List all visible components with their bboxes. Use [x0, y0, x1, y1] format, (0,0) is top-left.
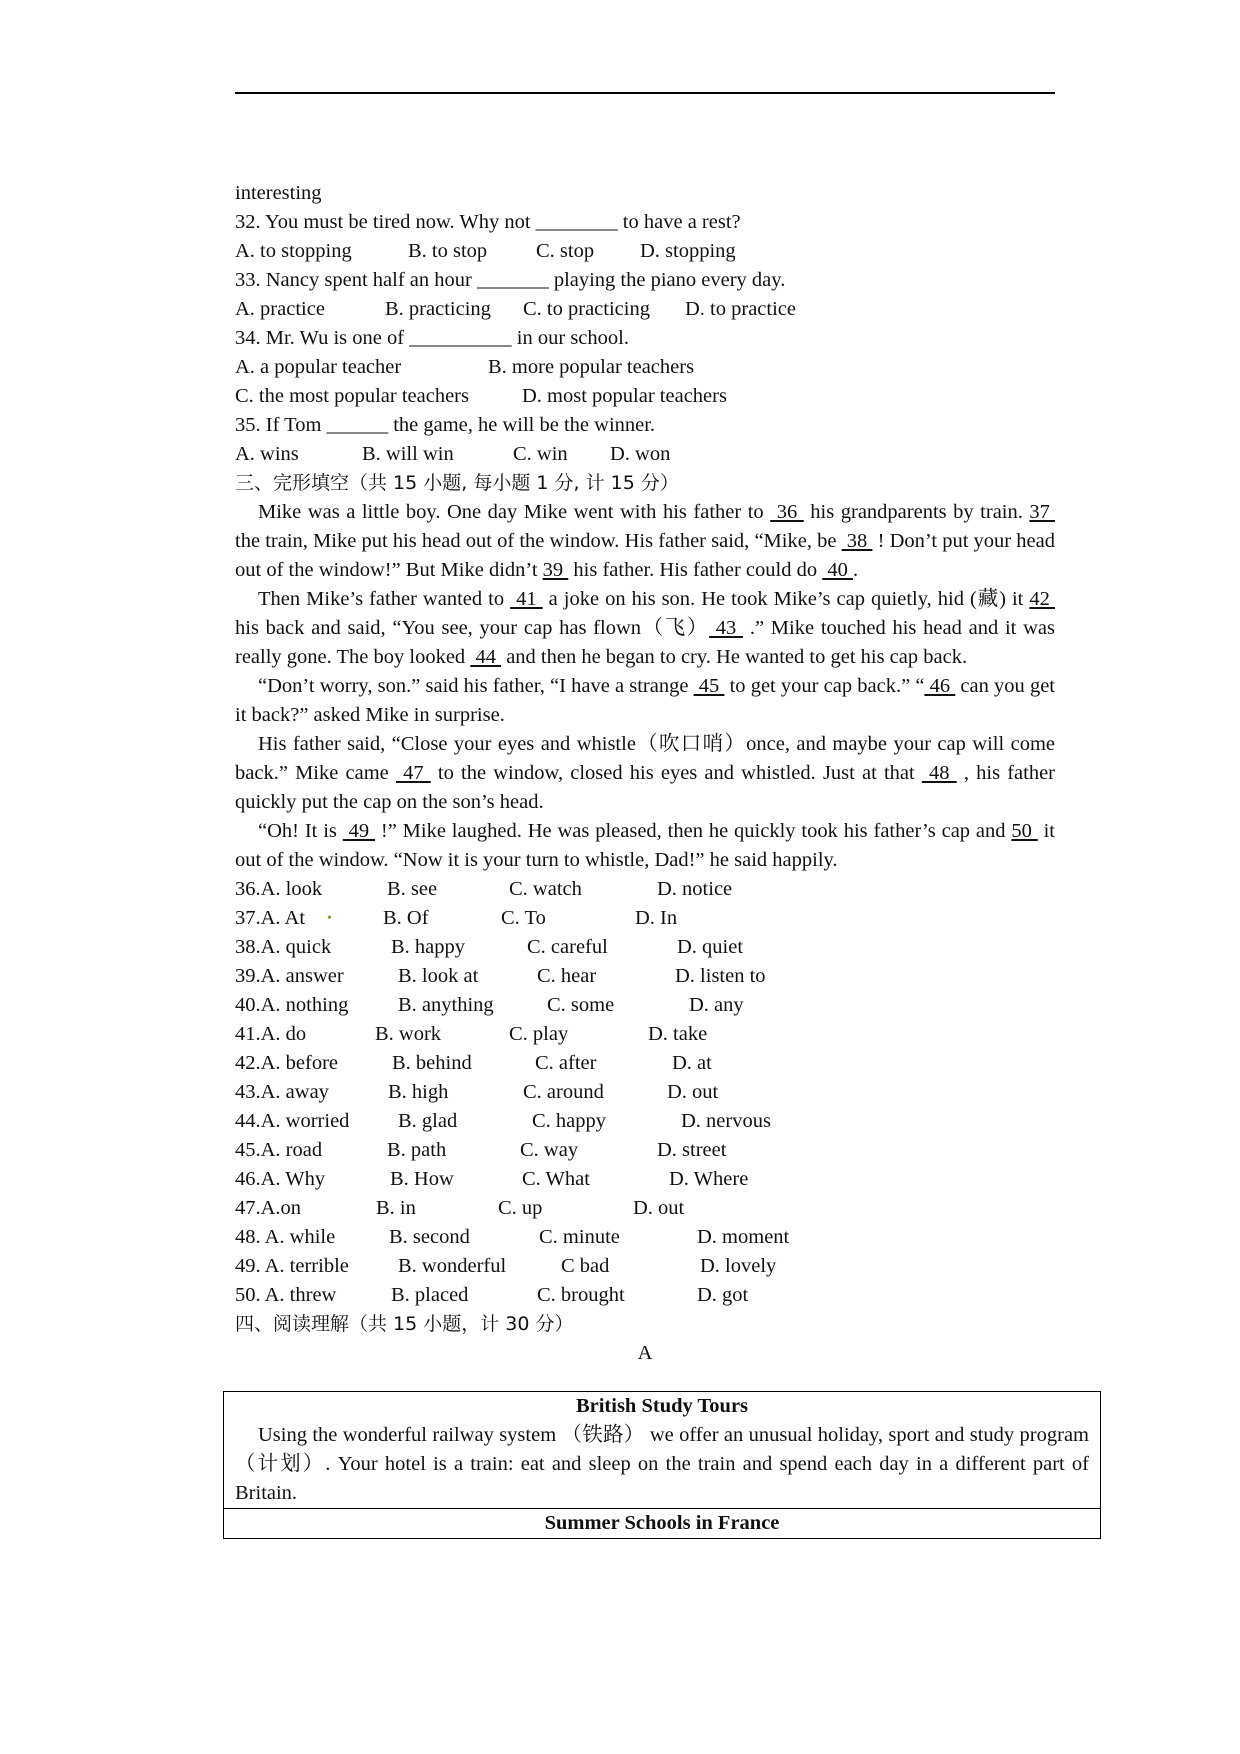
cloze-paragraph-4 — [235, 730, 1055, 817]
table-title-british-study-tours: British Study Tours — [575, 1395, 749, 1417]
option: B. Of — [383, 907, 429, 929]
option: A. wins — [235, 443, 299, 465]
option: A. practice — [235, 298, 325, 320]
text: Mike was a little boy. One day Mike went with his father to — [258, 501, 771, 523]
option: B. practicing — [385, 298, 491, 320]
text: it out of the window. “Now it is your turn to whistle, Dad!” he said happily. — [235, 820, 1056, 871]
cloze-paragraph-5 — [235, 817, 1055, 875]
options-37 — [235, 904, 1055, 933]
options-33 — [235, 295, 1055, 324]
blank-38: 38 — [841, 530, 873, 552]
question-33: 33. Nancy spent half an hour _______ playing the piano every day. — [235, 269, 786, 291]
options-49 — [235, 1252, 1055, 1281]
table-body-british-study-tours: Using the wonderful railway system （铁路） we offer an unusual holiday, sport and study program （计划）. Your hotel is a train: eat and sleep on the train and spend each day in a different part of Britain. — [235, 1424, 1089, 1504]
option: C. the most popular teachers — [235, 385, 469, 407]
option: 41.A. do — [235, 1023, 307, 1045]
blank-48: 48 — [921, 762, 957, 784]
option: C. some — [547, 994, 615, 1016]
options-50 — [235, 1281, 1055, 1310]
cloze-paragraph-2 — [235, 585, 1055, 672]
option: C. brought — [537, 1284, 625, 1306]
option: B. will win — [362, 443, 454, 465]
option: C bad — [561, 1255, 610, 1277]
table-title-summer-schools: Summer Schools in France — [224, 1508, 1100, 1538]
text: to get your cap back.” “ — [724, 675, 925, 697]
option: 49. A. terrible — [235, 1255, 349, 1277]
stray-dot-mark: • — [327, 911, 332, 926]
option: C. up — [498, 1197, 543, 1219]
option: B. look at — [398, 965, 479, 987]
option: B. placed — [391, 1284, 469, 1306]
question-32: 32. You must be tired now. Why not ________ to have a rest? — [235, 211, 741, 233]
blank-41: 41 — [510, 588, 543, 610]
options-41 — [235, 1020, 1055, 1049]
option: 48. A. while — [235, 1226, 336, 1248]
options-46 — [235, 1165, 1055, 1194]
question-34: 34. Mr. Wu is one of __________ in our school. — [235, 327, 629, 349]
text: his grandparents by train. — [803, 501, 1030, 523]
option: B. happy — [391, 936, 466, 958]
text: “Oh! It is — [258, 820, 343, 842]
options-39 — [235, 962, 1055, 991]
option: C. What — [522, 1168, 590, 1190]
option: D. notice — [657, 878, 733, 900]
option: B. behind — [392, 1052, 472, 1074]
blank-36: 36 — [770, 501, 804, 523]
text: can you get it back?” asked Mike in surprise. — [235, 675, 1055, 726]
blank-47: 47 — [395, 762, 431, 784]
text: , his father quickly put the cap on the son’s head. — [235, 762, 1056, 813]
option: C. after — [535, 1052, 597, 1074]
option: C. careful — [527, 936, 608, 958]
option: B. wonderful — [398, 1255, 507, 1277]
option: 43.A. away — [235, 1081, 329, 1103]
option: A. a popular teacher — [235, 356, 402, 378]
text: to the window, closed his eyes and whistled. Just at that — [430, 762, 922, 784]
blank-39: 39 — [542, 559, 569, 581]
option: D. listen to — [675, 965, 766, 987]
cloze-options-list — [235, 875, 1055, 1310]
options-38 — [235, 933, 1055, 962]
option: 50. A. threw — [235, 1284, 337, 1306]
option: B. work — [375, 1023, 442, 1045]
reading-table — [223, 1391, 1101, 1539]
text: the train, Mike put his head out of the window. His father said, “Mike, be — [235, 530, 842, 552]
options-47 — [235, 1194, 1055, 1223]
text: “Don’t worry, son.” said his father, “I have a strange — [258, 675, 694, 697]
option: D. to practice — [685, 298, 796, 320]
cloze-paragraph-3 — [235, 672, 1055, 730]
section-4-title: 四、阅读理解（共 15 小题，计 30 分） — [235, 1313, 574, 1335]
options-40 — [235, 991, 1055, 1020]
option: 42.A. before — [235, 1052, 339, 1074]
text: Then Mike’s father wanted to — [258, 588, 511, 610]
option: 38.A. quick — [235, 936, 332, 958]
option: C. minute — [539, 1226, 620, 1248]
option: C. to practicing — [523, 298, 650, 320]
option: C. happy — [532, 1110, 607, 1132]
text: his father. His father could do — [568, 559, 823, 581]
text: a joke on his son. He took Mike’s cap quietly, hid (藏) it — [542, 588, 1030, 610]
reading-passage-label: A — [637, 1342, 653, 1364]
option: B. in — [376, 1197, 416, 1219]
option: C. around — [523, 1081, 604, 1103]
option: D. stopping — [640, 240, 736, 262]
option: D. street — [657, 1139, 727, 1161]
blank-40: 40 — [822, 559, 853, 581]
blank-43: 43 — [709, 617, 744, 639]
option: D. won — [610, 443, 671, 465]
options-34-row2 — [235, 382, 1055, 411]
header-rule — [235, 92, 1055, 94]
options-34-row1 — [235, 353, 1055, 382]
option: B. high — [388, 1081, 449, 1103]
option: D. got — [697, 1284, 749, 1306]
option: C. win — [513, 443, 568, 465]
option: D. moment — [697, 1226, 790, 1248]
option: C. play — [509, 1023, 569, 1045]
options-36 — [235, 875, 1055, 904]
question-35: 35. If Tom ______ the game, he will be the winner. — [235, 414, 656, 436]
blank-44: 44 — [470, 646, 502, 668]
option: B. path — [387, 1139, 447, 1161]
options-43 — [235, 1078, 1055, 1107]
option: D. In — [635, 907, 678, 929]
option: C. hear — [537, 965, 597, 987]
options-45 — [235, 1136, 1055, 1165]
option: B. second — [389, 1226, 470, 1248]
option: 46.A. Why — [235, 1168, 326, 1190]
option: 40.A. nothing — [235, 994, 349, 1016]
option: D. quiet — [677, 936, 744, 958]
option: D. most popular teachers — [522, 385, 727, 407]
option: C. stop — [536, 240, 595, 262]
option: B. How — [390, 1168, 454, 1190]
text: His father said, “Close your eyes and whistle（吹口哨）once, and maybe your cap will come back.” Mike came — [235, 733, 1055, 784]
options-32 — [235, 237, 1055, 266]
option: C. watch — [509, 878, 582, 900]
option: C. way — [520, 1139, 579, 1161]
options-44 — [235, 1107, 1055, 1136]
option: 39.A. answer — [235, 965, 344, 987]
carry-over-text: interesting — [235, 182, 322, 204]
blank-46: 46 — [924, 675, 956, 697]
options-48 — [235, 1223, 1055, 1252]
cloze-paragraph-1 — [235, 498, 1055, 585]
option: B. anything — [398, 994, 494, 1016]
blank-37: 37 — [1029, 501, 1056, 523]
options-35 — [235, 440, 1055, 469]
option: D. out — [633, 1197, 685, 1219]
text: and then he began to cry. He wanted to get his cap back. — [501, 646, 968, 668]
text: ! Don’t put your head out of the window!” But Mike didn’t — [235, 530, 1055, 581]
option: 45.A. road — [235, 1139, 323, 1161]
text: . — [852, 559, 859, 581]
text: .” Mike touched his head and it was really gone. The boy looked — [235, 617, 1055, 668]
option: B. more popular teachers — [488, 356, 695, 378]
option: D. out — [667, 1081, 719, 1103]
option: 37.A. At — [235, 907, 306, 929]
option: A. to stopping — [235, 240, 352, 262]
options-42 — [235, 1049, 1055, 1078]
option: 44.A. worried — [235, 1110, 350, 1132]
option: D. lovely — [700, 1255, 777, 1277]
page-content — [235, 179, 1055, 1368]
section-3-title: 三、完形填空（共 15 小题, 每小题 1 分, 计 15 分） — [235, 472, 679, 494]
option: 47.A.on — [235, 1197, 302, 1219]
blank-42: 42 — [1029, 588, 1055, 610]
text: his back and said, “You see, your cap has flown（飞） — [235, 617, 710, 639]
option: D. nervous — [681, 1110, 771, 1132]
option: D. any — [689, 994, 744, 1016]
blank-49: 49 — [342, 820, 376, 842]
option: B. see — [387, 878, 438, 900]
option: B. to stop — [408, 240, 488, 262]
option: 36.A. look — [235, 878, 323, 900]
option: D. at — [672, 1052, 712, 1074]
option: C. To — [501, 907, 546, 929]
text: !” Mike laughed. He was pleased, then he quickly took his father’s cap and — [375, 820, 1012, 842]
blank-45: 45 — [693, 675, 725, 697]
option: B. glad — [398, 1110, 458, 1132]
blank-50: 50 — [1011, 820, 1038, 842]
option: D. take — [648, 1023, 708, 1045]
option: D. Where — [669, 1168, 749, 1190]
